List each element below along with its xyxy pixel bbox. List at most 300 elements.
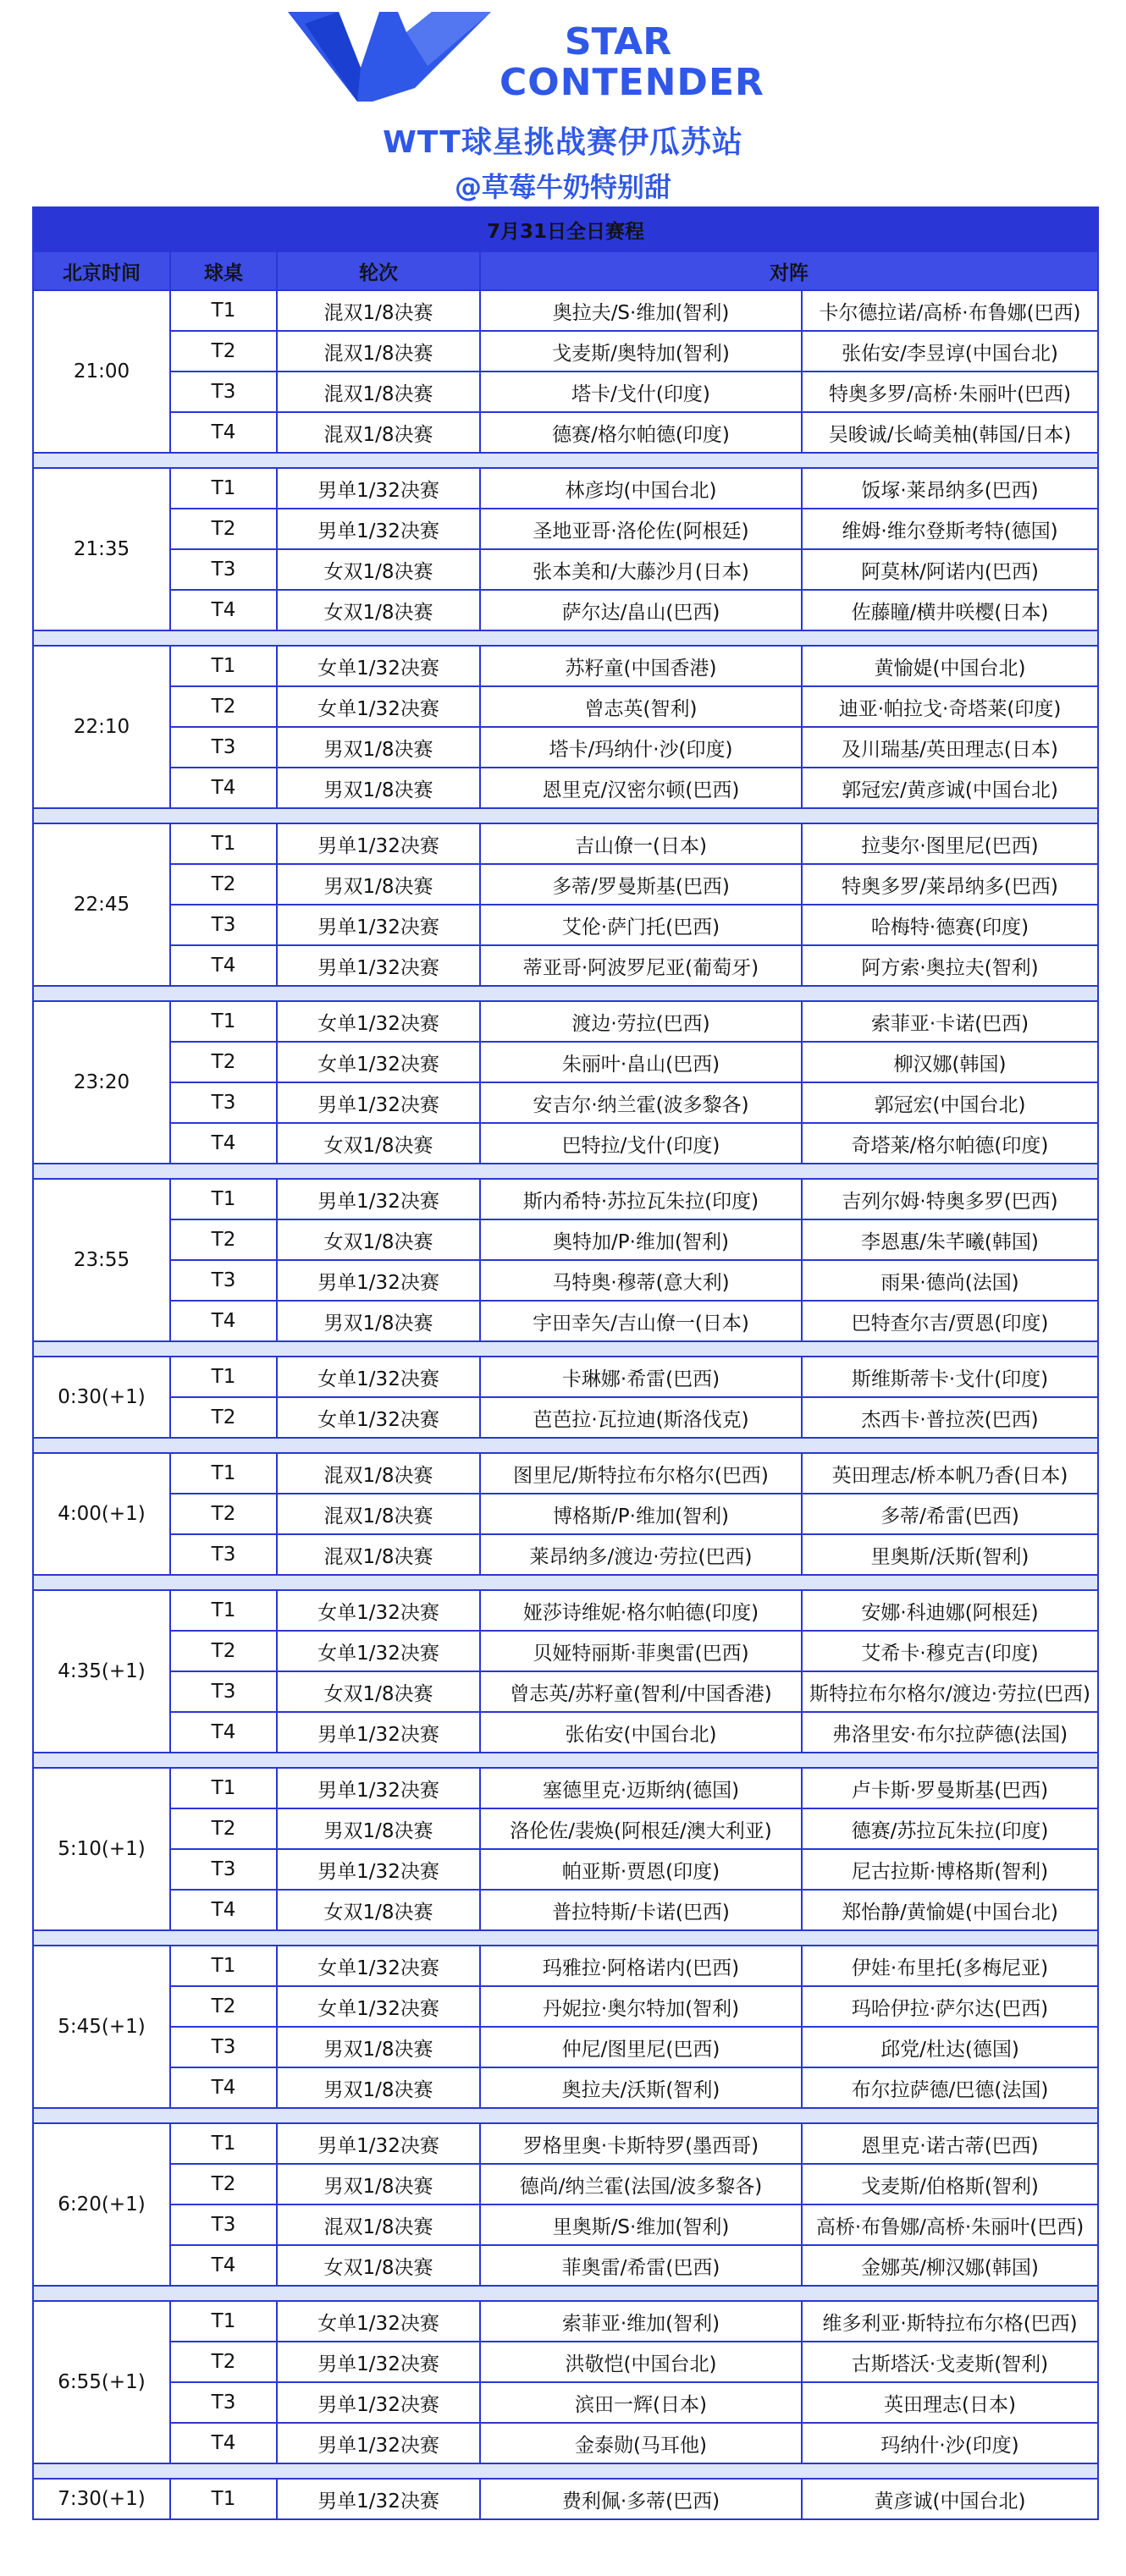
match-row — [33, 686, 1098, 727]
match-row — [33, 1260, 1098, 1301]
group-separator — [33, 1753, 1098, 1768]
round-cell: 男双1/8决赛 — [277, 768, 480, 808]
player1-cell: 蒂亚哥·阿波罗尼亚(葡萄牙) — [480, 945, 802, 986]
match-row — [33, 1494, 1098, 1534]
round-cell: 男单1/32决赛 — [277, 1768, 480, 1808]
round-cell: 混双1/8决赛 — [277, 1494, 480, 1534]
match-row — [33, 1179, 1098, 1219]
player1-cell: 安吉尔·纳兰霍(波多黎各) — [480, 1082, 802, 1123]
table-cell: T3 — [170, 1260, 277, 1301]
player2-cell: 尼古拉斯·博格斯(智利) — [802, 1849, 1098, 1890]
player1-cell: 菲奥雷/希雷(巴西) — [480, 2245, 802, 2286]
round-cell: 男单1/32决赛 — [277, 823, 480, 864]
star-contender-logo — [279, 7, 787, 108]
player1-cell: 萨尔达/畠山(巴西) — [480, 590, 802, 630]
match-row — [33, 1534, 1098, 1575]
player2-cell: 伊娃·布里托(多梅尼亚) — [802, 1946, 1098, 1986]
player2-cell: 及川瑞基/英田理志(日本) — [802, 727, 1098, 768]
player1-cell: 奥拉夫/沃斯(智利) — [480, 2067, 802, 2108]
round-cell: 男单1/32决赛 — [277, 2342, 480, 2382]
player1-cell: 戈麦斯/奥特加(智利) — [480, 331, 802, 372]
table-cell: T4 — [170, 2067, 277, 2108]
table-cell: T1 — [170, 1946, 277, 1986]
table-cell: T4 — [170, 590, 277, 630]
table-cell: T1 — [170, 2479, 277, 2519]
table-cell: T2 — [170, 686, 277, 727]
round-cell: 男单1/32决赛 — [277, 2123, 480, 2164]
match-row — [33, 468, 1098, 509]
match-row — [33, 1042, 1098, 1082]
match-row — [33, 1082, 1098, 1123]
table-cell: T1 — [170, 646, 277, 686]
table-cell: T3 — [170, 2027, 277, 2067]
match-row — [33, 2342, 1098, 2382]
table-cell: T2 — [170, 1219, 277, 1260]
col-header-round: 轮次 — [277, 251, 480, 290]
table-cell: T3 — [170, 372, 277, 412]
round-cell: 女单1/32决赛 — [277, 1397, 480, 1438]
time-cell: 5:10(+1) — [33, 1768, 170, 1930]
round-cell: 女单1/32决赛 — [277, 1590, 480, 1631]
round-cell: 混双1/8决赛 — [277, 1534, 480, 1575]
player1-cell: 洪敬恺(中国台北) — [480, 2342, 802, 2382]
player2-cell: 柳汉娜(韩国) — [802, 1042, 1098, 1082]
player2-cell: 弗洛里安·布尔拉萨德(法国) — [802, 1712, 1098, 1753]
player2-cell: 杰西卡·普拉茨(巴西) — [802, 1397, 1098, 1438]
player1-cell: 罗格里奥·卡斯特罗(墨西哥) — [480, 2123, 802, 2164]
player2-cell: 维多利亚·斯特拉布尔格(巴西) — [802, 2301, 1098, 2342]
player2-cell: 佐藤瞳/横井咲樱(日本) — [802, 590, 1098, 630]
round-cell: 女单1/32决赛 — [277, 1946, 480, 1986]
player2-cell: 里奥斯/沃斯(智利) — [802, 1534, 1098, 1575]
player2-cell: 郑怡静/黄愉媞(中国台北) — [802, 1890, 1098, 1930]
player1-cell: 渡边·劳拉(巴西) — [480, 1001, 802, 1042]
round-cell: 女单1/32决赛 — [277, 1042, 480, 1082]
match-row — [33, 768, 1098, 808]
match-row — [33, 372, 1098, 412]
player2-cell: 卢卡斯·罗曼斯基(巴西) — [802, 1768, 1098, 1808]
player1-cell: 洛伦佐/裴焕(阿根廷/澳大利亚) — [480, 1808, 802, 1849]
round-cell: 男单1/32决赛 — [277, 1082, 480, 1123]
time-cell: 21:00 — [33, 290, 170, 453]
player2-cell: 拉斐尔·图里尼(巴西) — [802, 823, 1098, 864]
player2-cell: 迪亚·帕拉戈·奇塔莱(印度) — [802, 686, 1098, 727]
round-cell: 女单1/32决赛 — [277, 2301, 480, 2342]
separator-cell — [33, 1930, 1098, 1946]
table-cell: T1 — [170, 2301, 277, 2342]
match-row — [33, 2479, 1098, 2519]
round-cell: 女单1/32决赛 — [277, 1986, 480, 2027]
col-header-time: 北京时间 — [33, 251, 170, 290]
group-separator — [33, 2286, 1098, 2301]
player2-cell: 恩里克·诺古蒂(巴西) — [802, 2123, 1098, 2164]
player1-cell: 苏籽童(中国香港) — [480, 646, 802, 686]
time-cell: 0:30(+1) — [33, 1357, 170, 1438]
schedule-table — [32, 206, 1099, 2520]
player2-cell: 布尔拉萨德/巴德(法国) — [802, 2067, 1098, 2108]
round-cell: 混双1/8决赛 — [277, 1453, 480, 1494]
group-separator — [33, 808, 1098, 823]
round-cell: 男双1/8决赛 — [277, 1808, 480, 1849]
round-cell: 混双1/8决赛 — [277, 290, 480, 331]
table-cell: T4 — [170, 2245, 277, 2286]
player1-cell: 马特奥·穆蒂(意大利) — [480, 1260, 802, 1301]
match-row — [33, 2123, 1098, 2164]
player2-cell: 巴特查尔吉/贾恩(印度) — [802, 1301, 1098, 1341]
separator-cell — [33, 630, 1098, 646]
round-cell: 男双1/8决赛 — [277, 2027, 480, 2067]
table-cell: T1 — [170, 290, 277, 331]
page-title: WTT球星挑战赛伊瓜苏站 — [383, 125, 743, 160]
table-cell: T4 — [170, 1712, 277, 1753]
player1-cell: 丹妮拉·奥尔特加(智利) — [480, 1986, 802, 2027]
player2-cell: 古斯塔沃·戈麦斯(智利) — [802, 2342, 1098, 2382]
player1-cell: 芭芭拉·瓦拉迪(斯洛伐克) — [480, 1397, 802, 1438]
table-cell: T4 — [170, 1890, 277, 1930]
player2-cell: 英田理志/桥本帆乃香(日本) — [802, 1453, 1098, 1494]
player1-cell: 圣地亚哥·洛伦佐(阿根廷) — [480, 509, 802, 549]
group-separator — [33, 1164, 1098, 1179]
match-row — [33, 1808, 1098, 1849]
table-cell: T2 — [170, 1986, 277, 2027]
match-row — [33, 1671, 1098, 1712]
separator-cell — [33, 1341, 1098, 1357]
table-cell: T3 — [170, 1849, 277, 1890]
player2-cell: 戈麦斯/伯格斯(智利) — [802, 2164, 1098, 2204]
round-cell: 男双1/8决赛 — [277, 727, 480, 768]
player1-cell: 塔卡/戈什(印度) — [480, 372, 802, 412]
separator-cell — [33, 1753, 1098, 1768]
table-cell: T2 — [170, 509, 277, 549]
time-cell: 22:45 — [33, 823, 170, 986]
player2-cell: 金娜英/柳汉娜(韩国) — [802, 2245, 1098, 2286]
table-cell: T2 — [170, 1397, 277, 1438]
separator-cell — [33, 986, 1098, 1001]
round-cell: 男单1/32决赛 — [277, 1849, 480, 1890]
player2-cell: 多蒂/希雷(巴西) — [802, 1494, 1098, 1534]
match-row — [33, 412, 1098, 453]
time-cell: 4:35(+1) — [33, 1590, 170, 1753]
player1-cell: 塞德里克·迈斯纳(德国) — [480, 1768, 802, 1808]
match-row — [33, 2204, 1098, 2245]
player2-cell: 艾希卡·穆克吉(印度) — [802, 1631, 1098, 1671]
round-cell: 女单1/32决赛 — [277, 1631, 480, 1671]
table-cell: T2 — [170, 331, 277, 372]
player1-cell: 张本美和/大藤沙月(日本) — [480, 549, 802, 590]
round-cell: 女单1/32决赛 — [277, 1357, 480, 1397]
round-cell: 男单1/32决赛 — [277, 945, 480, 986]
player1-cell: 德赛/格尔帕德(印度) — [480, 412, 802, 453]
player2-cell: 德赛/苏拉瓦朱拉(印度) — [802, 1808, 1098, 1849]
date-header-row — [33, 207, 1098, 251]
col-header-table: 球桌 — [170, 251, 277, 290]
player1-cell: 塔卡/玛纳什·沙(印度) — [480, 727, 802, 768]
match-row — [33, 1357, 1098, 1397]
player1-cell: 莱昂纳多/渡边·劳拉(巴西) — [480, 1534, 802, 1575]
player2-cell: 特奥多罗/高桥·朱丽叶(巴西) — [802, 372, 1098, 412]
player1-cell: 张佑安(中国台北) — [480, 1712, 802, 1753]
group-separator — [33, 1575, 1098, 1590]
player2-cell: 吴晙诚/长崎美柚(韩国/日本) — [802, 412, 1098, 453]
match-row — [33, 2164, 1098, 2204]
table-cell: T4 — [170, 945, 277, 986]
round-cell: 女双1/8决赛 — [277, 1123, 480, 1164]
group-separator — [33, 453, 1098, 468]
player2-cell: 黄彦诚(中国台北) — [802, 2479, 1098, 2519]
player1-cell: 图里尼/斯特拉布尔格尔(巴西) — [480, 1453, 802, 1494]
separator-cell — [33, 1164, 1098, 1179]
wtt-logo-icon — [279, 7, 500, 108]
table-cell: T1 — [170, 468, 277, 509]
player2-cell: 卡尔德拉诺/高桥·布鲁娜(巴西) — [802, 290, 1098, 331]
player1-cell: 林彦均(中国台北) — [480, 468, 802, 509]
group-separator — [33, 1438, 1098, 1453]
round-cell: 男双1/8决赛 — [277, 1301, 480, 1341]
logo-line2: CONTENDER — [500, 61, 764, 104]
round-cell: 男双1/8决赛 — [277, 864, 480, 905]
player2-cell: 奇塔莱/格尔帕德(印度) — [802, 1123, 1098, 1164]
match-row — [33, 1123, 1098, 1164]
player2-cell: 阿方索·奥拉夫(智利) — [802, 945, 1098, 986]
time-cell: 4:00(+1) — [33, 1453, 170, 1575]
col-header-match: 对阵 — [480, 251, 1098, 290]
match-row — [33, 727, 1098, 768]
round-cell: 女单1/32决赛 — [277, 686, 480, 727]
table-cell: T3 — [170, 2382, 277, 2423]
table-cell: T1 — [170, 1590, 277, 1631]
match-row — [33, 290, 1098, 331]
time-cell: 21:35 — [33, 468, 170, 630]
group-separator — [33, 986, 1098, 1001]
round-cell: 男单1/32决赛 — [277, 2479, 480, 2519]
player1-cell: 索菲亚·维加(智利) — [480, 2301, 802, 2342]
match-row — [33, 2067, 1098, 2108]
round-cell: 女双1/8决赛 — [277, 1219, 480, 1260]
time-cell: 5:45(+1) — [33, 1946, 170, 2108]
table-cell: T1 — [170, 1179, 277, 1219]
table-cell: T3 — [170, 1082, 277, 1123]
match-row — [33, 1946, 1098, 1986]
player1-cell: 巴特拉/戈什(印度) — [480, 1123, 802, 1164]
match-row — [33, 2245, 1098, 2286]
round-cell: 女单1/32决赛 — [277, 646, 480, 686]
round-cell: 男单1/32决赛 — [277, 2382, 480, 2423]
table-cell: T2 — [170, 1808, 277, 1849]
table-cell: T2 — [170, 2342, 277, 2382]
time-cell: 23:20 — [33, 1001, 170, 1164]
round-cell: 男单1/32决赛 — [277, 1712, 480, 1753]
round-cell: 女双1/8决赛 — [277, 549, 480, 590]
player1-cell: 曾志英/苏籽童(智利/中国香港) — [480, 1671, 802, 1712]
round-cell: 男单1/32决赛 — [277, 1179, 480, 1219]
player2-cell: 张佑安/李昱谆(中国台北) — [802, 331, 1098, 372]
separator-cell — [33, 1575, 1098, 1590]
player1-cell: 滨田一辉(日本) — [480, 2382, 802, 2423]
player1-cell: 吉山僚一(日本) — [480, 823, 802, 864]
player2-cell: 索菲亚·卡诺(巴西) — [802, 1001, 1098, 1042]
player1-cell: 宇田幸矢/吉山僚一(日本) — [480, 1301, 802, 1341]
match-row — [33, 2027, 1098, 2067]
match-row — [33, 549, 1098, 590]
group-separator — [33, 2108, 1098, 2123]
player1-cell: 斯内希特·苏拉瓦朱拉(印度) — [480, 1179, 802, 1219]
table-cell: T2 — [170, 1042, 277, 1082]
player1-cell: 金泰勋(马耳他) — [480, 2423, 802, 2463]
match-row — [33, 1768, 1098, 1808]
round-cell: 男双1/8决赛 — [277, 2067, 480, 2108]
player2-cell: 哈梅特·德赛(印度) — [802, 905, 1098, 945]
player1-cell: 奥特加/P·维加(智利) — [480, 1219, 802, 1260]
separator-cell — [33, 2286, 1098, 2301]
match-row — [33, 2382, 1098, 2423]
table-cell: T4 — [170, 768, 277, 808]
schedule-body — [33, 290, 1098, 2519]
match-row — [33, 1590, 1098, 1631]
match-row — [33, 509, 1098, 549]
round-cell: 男单1/32决赛 — [277, 1260, 480, 1301]
table-cell: T3 — [170, 727, 277, 768]
match-row — [33, 1397, 1098, 1438]
player1-cell: 艾伦·萨门托(巴西) — [480, 905, 802, 945]
match-row — [33, 864, 1098, 905]
table-cell: T4 — [170, 1123, 277, 1164]
time-cell: 7:30(+1) — [33, 2479, 170, 2519]
author-handle: @草莓牛奶特别甜 — [454, 171, 671, 203]
table-cell: T3 — [170, 905, 277, 945]
match-row — [33, 945, 1098, 986]
match-row — [33, 2423, 1098, 2463]
table-cell: T1 — [170, 1357, 277, 1397]
column-header-row — [33, 251, 1098, 290]
round-cell: 女双1/8决赛 — [277, 590, 480, 630]
player1-cell: 奥拉夫/S·维加(智利) — [480, 290, 802, 331]
table-cell: T3 — [170, 1534, 277, 1575]
table-cell: T4 — [170, 2423, 277, 2463]
player2-cell: 斯特拉布尔格尔/渡边·劳拉(巴西) — [802, 1671, 1098, 1712]
player1-cell: 朱丽叶·畠山(巴西) — [480, 1042, 802, 1082]
player2-cell: 玛纳什·沙(印度) — [802, 2423, 1098, 2463]
table-cell: T3 — [170, 2204, 277, 2245]
match-row — [33, 1631, 1098, 1671]
round-cell: 男单1/32决赛 — [277, 468, 480, 509]
player1-cell: 恩里克/汉密尔顿(巴西) — [480, 768, 802, 808]
player1-cell: 贝娅特丽斯·菲奥雷(巴西) — [480, 1631, 802, 1671]
round-cell: 女双1/8决赛 — [277, 1671, 480, 1712]
player1-cell: 普拉特斯/卡诺(巴西) — [480, 1890, 802, 1930]
time-cell: 6:20(+1) — [33, 2123, 170, 2286]
table-cell: T1 — [170, 1001, 277, 1042]
player2-cell: 雨果·德尚(法国) — [802, 1260, 1098, 1301]
player2-cell: 吉列尔姆·特奥多罗(巴西) — [802, 1179, 1098, 1219]
round-cell: 混双1/8决赛 — [277, 2204, 480, 2245]
match-row — [33, 1890, 1098, 1930]
date-header: 7月31日全日赛程 — [33, 207, 1098, 251]
player1-cell: 多蒂/罗曼斯基(巴西) — [480, 864, 802, 905]
match-row — [33, 1219, 1098, 1260]
table-cell: T2 — [170, 1631, 277, 1671]
table-cell: T1 — [170, 1768, 277, 1808]
player2-cell: 维姆·维尔登斯考特(德国) — [802, 509, 1098, 549]
round-cell: 女单1/32决赛 — [277, 1001, 480, 1042]
round-cell: 男双1/8决赛 — [277, 2164, 480, 2204]
separator-cell — [33, 808, 1098, 823]
round-cell: 男单1/32决赛 — [277, 905, 480, 945]
group-separator — [33, 2463, 1098, 2479]
round-cell: 混双1/8决赛 — [277, 412, 480, 453]
player2-cell: 郭冠宏/黄彦诚(中国台北) — [802, 768, 1098, 808]
table-cell: T3 — [170, 1671, 277, 1712]
player1-cell: 娅莎诗维妮·格尔帕德(印度) — [480, 1590, 802, 1631]
player2-cell: 李恩惠/朱芊曦(韩国) — [802, 1219, 1098, 1260]
player2-cell: 邱党/杜达(德国) — [802, 2027, 1098, 2067]
match-row — [33, 1001, 1098, 1042]
time-cell: 6:55(+1) — [33, 2301, 170, 2463]
table-cell: T1 — [170, 823, 277, 864]
logo-line1: STAR — [564, 20, 672, 63]
round-cell: 男单1/32决赛 — [277, 509, 480, 549]
player2-cell: 特奥多罗/莱昂纳多(巴西) — [802, 864, 1098, 905]
player2-cell: 安娜·科迪娜(阿根廷) — [802, 1590, 1098, 1631]
group-separator — [33, 1930, 1098, 1946]
player1-cell: 费利佩·多蒂(巴西) — [480, 2479, 802, 2519]
player1-cell: 里奥斯/S·维加(智利) — [480, 2204, 802, 2245]
table-cell: T2 — [170, 2164, 277, 2204]
match-row — [33, 823, 1098, 864]
table-cell: T1 — [170, 1453, 277, 1494]
table-cell: T2 — [170, 864, 277, 905]
table-cell: T4 — [170, 412, 277, 453]
match-row — [33, 2301, 1098, 2342]
match-row — [33, 1712, 1098, 1753]
player2-cell: 饭塚·莱昂纳多(巴西) — [802, 468, 1098, 509]
table-cell: T3 — [170, 549, 277, 590]
player2-cell: 高桥·布鲁娜/高桥·朱丽叶(巴西) — [802, 2204, 1098, 2245]
group-separator — [33, 1341, 1098, 1357]
round-cell: 女双1/8决赛 — [277, 2245, 480, 2286]
player1-cell: 博格斯/P·维加(智利) — [480, 1494, 802, 1534]
match-row — [33, 1453, 1098, 1494]
time-cell: 23:55 — [33, 1179, 170, 1341]
player1-cell: 德尚/纳兰霍(法国/波多黎各) — [480, 2164, 802, 2204]
separator-cell — [33, 2463, 1098, 2479]
player1-cell: 曾志英(智利) — [480, 686, 802, 727]
time-cell: 22:10 — [33, 646, 170, 808]
player1-cell: 卡琳娜·希雷(巴西) — [480, 1357, 802, 1397]
player2-cell: 玛哈伊拉·萨尔达(巴西) — [802, 1986, 1098, 2027]
group-separator — [33, 630, 1098, 646]
table-cell: T4 — [170, 1301, 277, 1341]
separator-cell — [33, 453, 1098, 468]
match-row — [33, 1301, 1098, 1341]
match-row — [33, 905, 1098, 945]
match-row — [33, 590, 1098, 630]
match-row — [33, 1986, 1098, 2027]
player1-cell: 帕亚斯·贾恩(印度) — [480, 1849, 802, 1890]
player2-cell: 英田理志(日本) — [802, 2382, 1098, 2423]
player2-cell: 阿莫林/阿诺内(巴西) — [802, 549, 1098, 590]
player1-cell: 玛雅拉·阿格诺内(巴西) — [480, 1946, 802, 1986]
match-row — [33, 331, 1098, 372]
player2-cell: 黄愉媞(中国台北) — [802, 646, 1098, 686]
match-row — [33, 1849, 1098, 1890]
separator-cell — [33, 1438, 1098, 1453]
player1-cell: 仲尼/图里尼(巴西) — [480, 2027, 802, 2067]
round-cell: 混双1/8决赛 — [277, 331, 480, 372]
table-cell: T2 — [170, 1494, 277, 1534]
table-cell: T1 — [170, 2123, 277, 2164]
round-cell: 男单1/32决赛 — [277, 2423, 480, 2463]
round-cell: 混双1/8决赛 — [277, 372, 480, 412]
